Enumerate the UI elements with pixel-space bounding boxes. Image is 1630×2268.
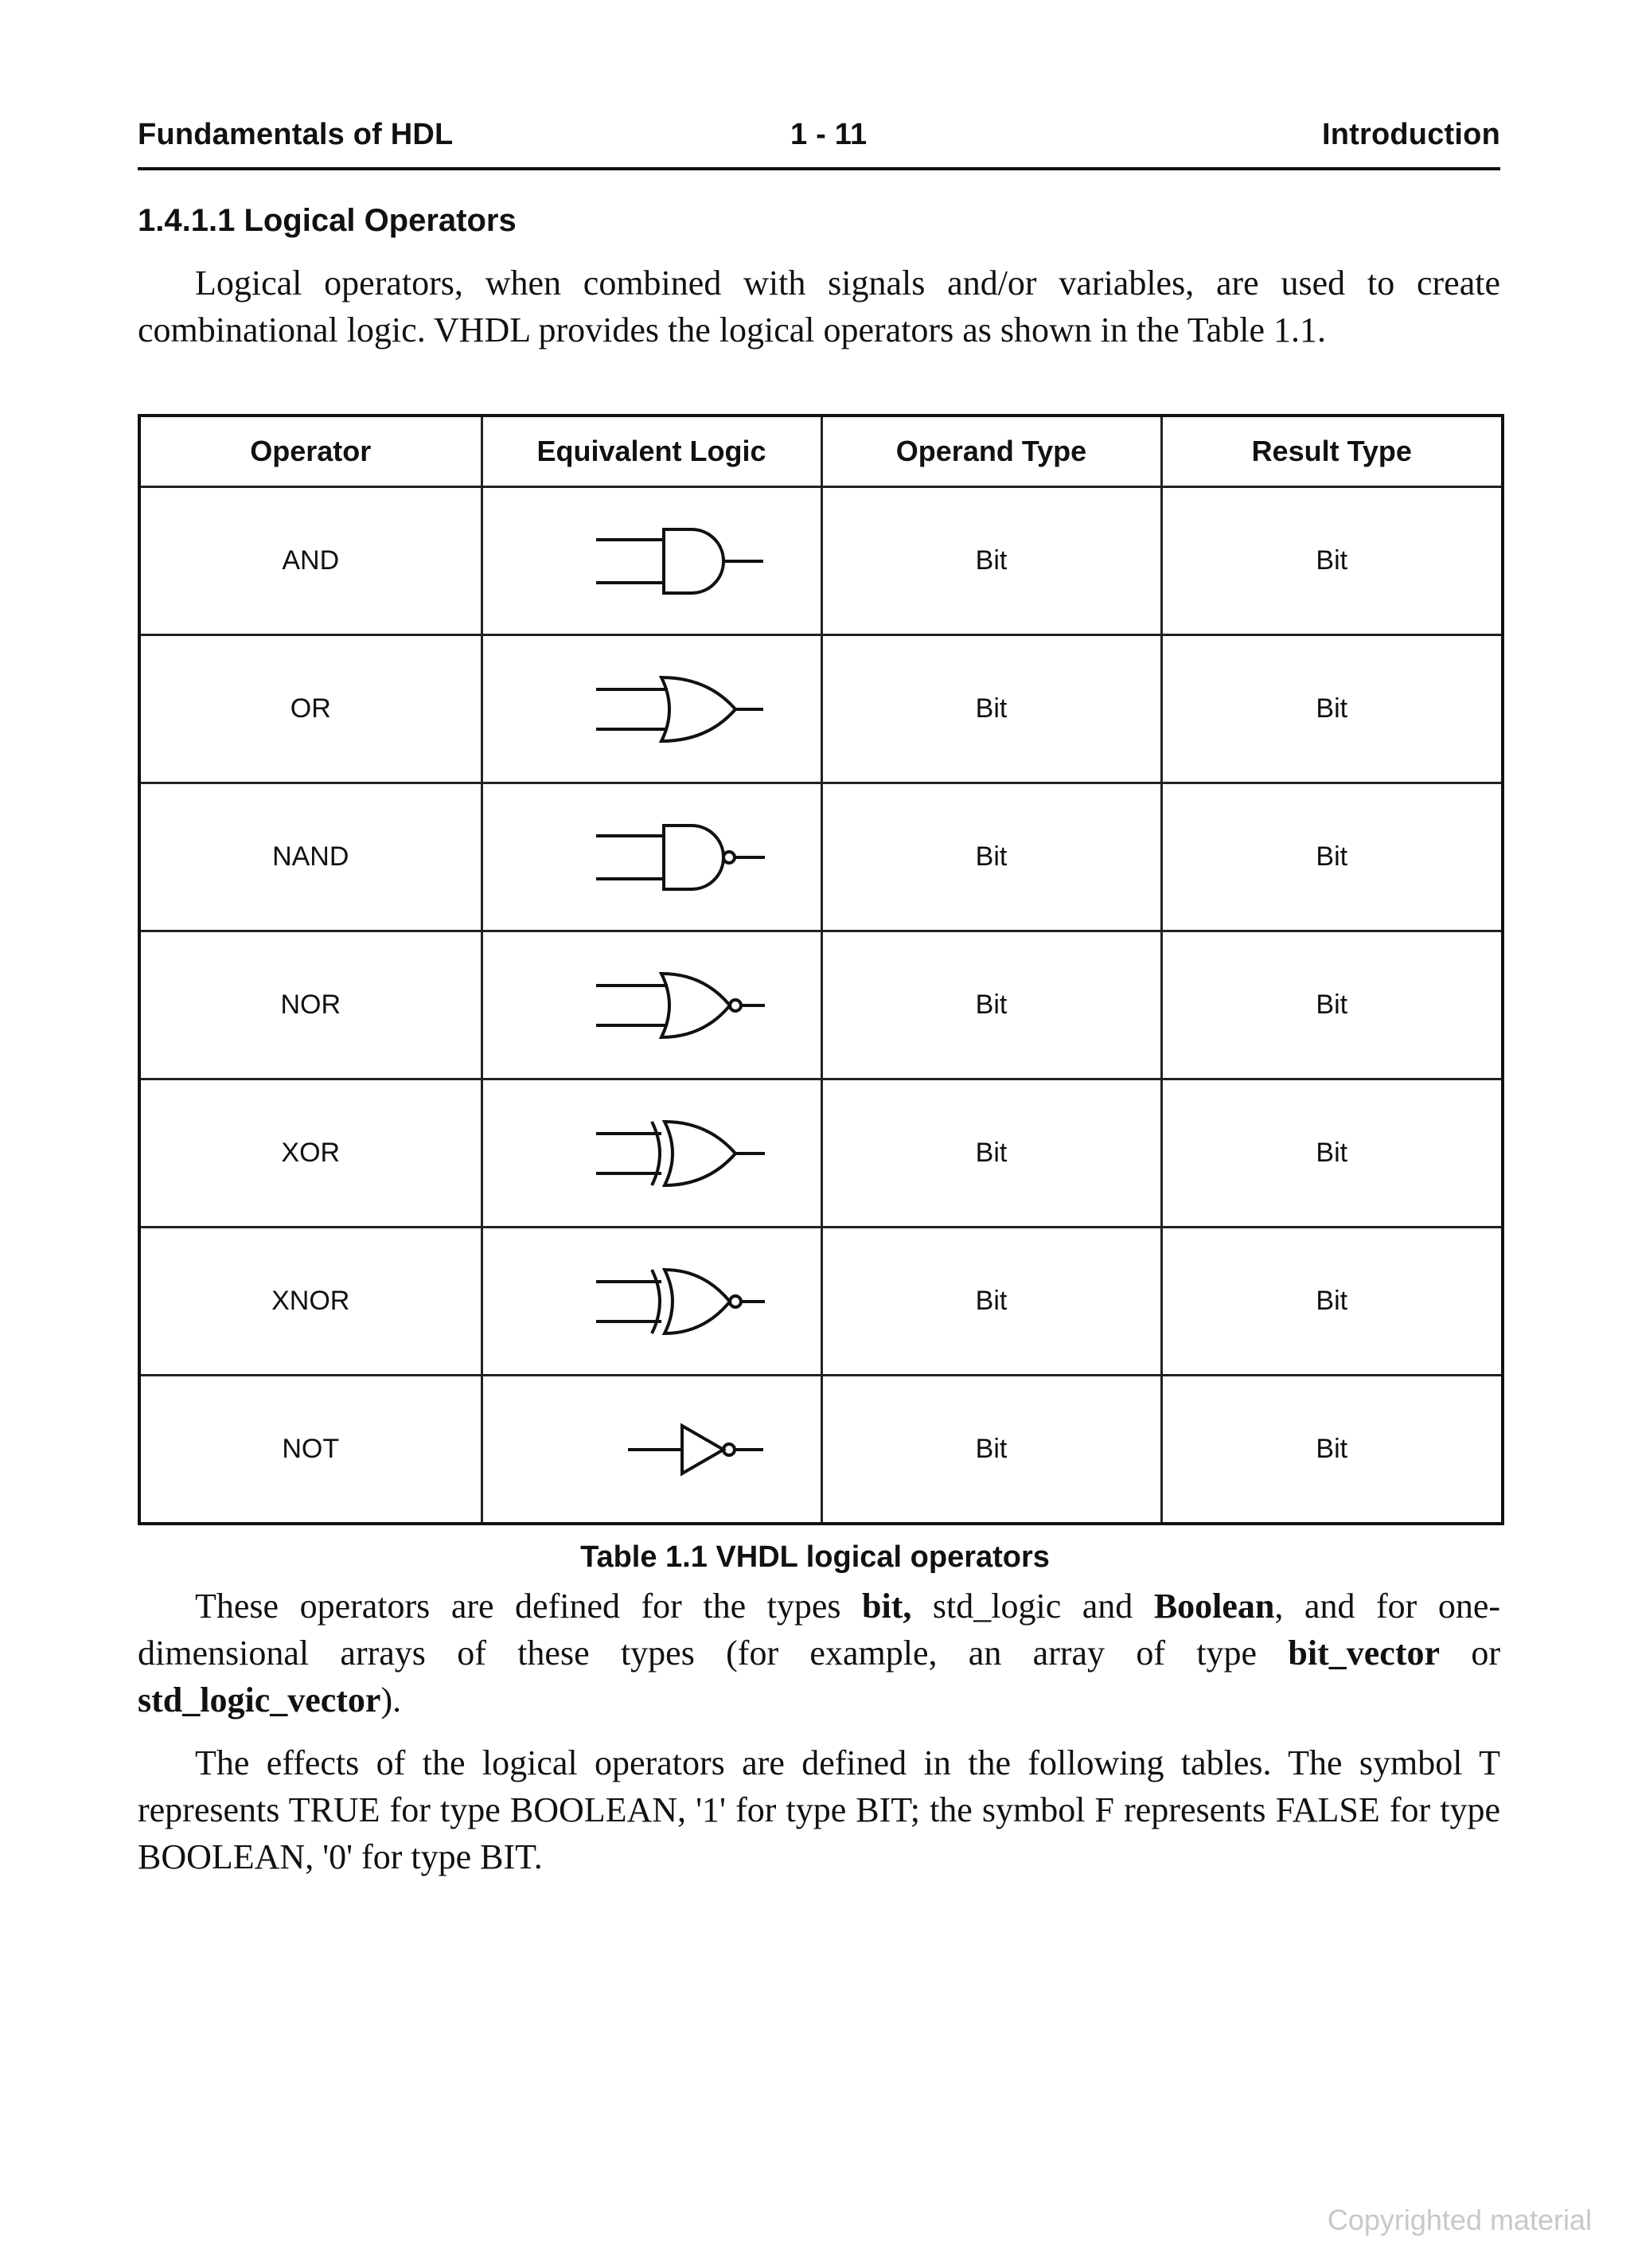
column-header-equivalent-logic: Equivalent Logic [482, 416, 821, 487]
xor-gate-icon [532, 1110, 771, 1197]
operator-cell: AND [139, 487, 482, 635]
types-text-5: ). [380, 1681, 402, 1720]
operand-type-cell: Bit [821, 931, 1161, 1079]
gate-cell [482, 1079, 821, 1228]
column-header-operator: Operator [139, 416, 482, 487]
nor-gate-icon [532, 962, 771, 1049]
gate-cell [482, 931, 821, 1079]
types-text-1: These operators are defined for the types [195, 1587, 863, 1626]
result-type-cell: Bit [1161, 635, 1503, 783]
types-text-4: or [1440, 1634, 1500, 1673]
types-text-2: std_logic and [911, 1587, 1154, 1626]
operand-type-cell: Bit [821, 783, 1161, 931]
operator-cell: XOR [139, 1079, 482, 1228]
column-header-operand-type: Operand Type [821, 416, 1161, 487]
table-row [139, 1376, 1503, 1524]
operators-table [138, 414, 1504, 1525]
type-bit-vector: bit_vector [1288, 1634, 1441, 1673]
operator-cell: OR [139, 635, 482, 783]
operand-type-cell: Bit [821, 1376, 1161, 1524]
gate-cell [482, 487, 821, 635]
operand-type-cell: Bit [821, 1079, 1161, 1228]
table-row [139, 931, 1503, 1079]
gate-cell [482, 635, 821, 783]
effects-text: The effects of the logical operators are defined in the following tables. The symbol T represents TRUE for type BOOLEAN, '1' for type BIT; the symbol F represents FALSE for type BOOLEAN, '0' for type BIT. [138, 1743, 1500, 1876]
nand-gate-icon [532, 814, 771, 901]
table-row [139, 783, 1503, 931]
intro-text: Logical operators, when combined with signals and/or variables, are used to create combinational logic. VHDL provides the logical operators as shown in the Table 1.1. [138, 263, 1500, 349]
header-rule [138, 167, 1500, 170]
page-number: 1 - 11 [790, 118, 868, 151]
effects-paragraph [138, 1739, 1500, 1880]
result-type-cell: Bit [1161, 783, 1503, 931]
column-header-result-type: Result Type [1161, 416, 1503, 487]
types-text-3: , and for one-dimensional arrays of these types (for example, an array of type [138, 1587, 1500, 1673]
result-type-cell: Bit [1161, 1228, 1503, 1376]
table-caption: Table 1.1 VHDL logical operators [580, 1540, 1050, 1574]
table-header-row [139, 416, 1503, 487]
result-type-cell: Bit [1161, 1376, 1503, 1524]
operand-type-cell: Bit [821, 487, 1161, 635]
operand-type-cell: Bit [821, 1228, 1161, 1376]
section-title: 1.4.1.1 Logical Operators [138, 203, 517, 238]
operator-cell: NOT [139, 1376, 482, 1524]
type-std-logic-vector: std_logic_vector [138, 1681, 381, 1720]
result-type-cell: Bit [1161, 931, 1503, 1079]
copyright-watermark: Copyrighted material [1327, 2204, 1592, 2236]
operator-cell: XNOR [139, 1228, 482, 1376]
not-gate-icon [532, 1406, 771, 1493]
table-row [139, 635, 1503, 783]
type-bit: bit, [862, 1587, 912, 1626]
result-type-cell: Bit [1161, 487, 1503, 635]
operand-type-cell: Bit [821, 635, 1161, 783]
gate-cell [482, 1228, 821, 1376]
or-gate-icon [532, 666, 771, 753]
gate-cell [482, 783, 821, 931]
gate-cell [482, 1376, 821, 1524]
table-row [139, 1228, 1503, 1376]
running-header-title: Fundamentals of HDL [138, 118, 454, 151]
table-row [139, 1079, 1503, 1228]
xnor-gate-icon [532, 1258, 771, 1345]
types-paragraph [138, 1583, 1500, 1723]
table-row [139, 487, 1503, 635]
and-gate-icon [532, 517, 771, 605]
result-type-cell: Bit [1161, 1079, 1503, 1228]
intro-paragraph [138, 260, 1500, 353]
operator-cell: NOR [139, 931, 482, 1079]
operator-cell: NAND [139, 783, 482, 931]
type-boolean: Boolean [1153, 1587, 1275, 1626]
running-header-chapter: Introduction [1321, 118, 1500, 151]
